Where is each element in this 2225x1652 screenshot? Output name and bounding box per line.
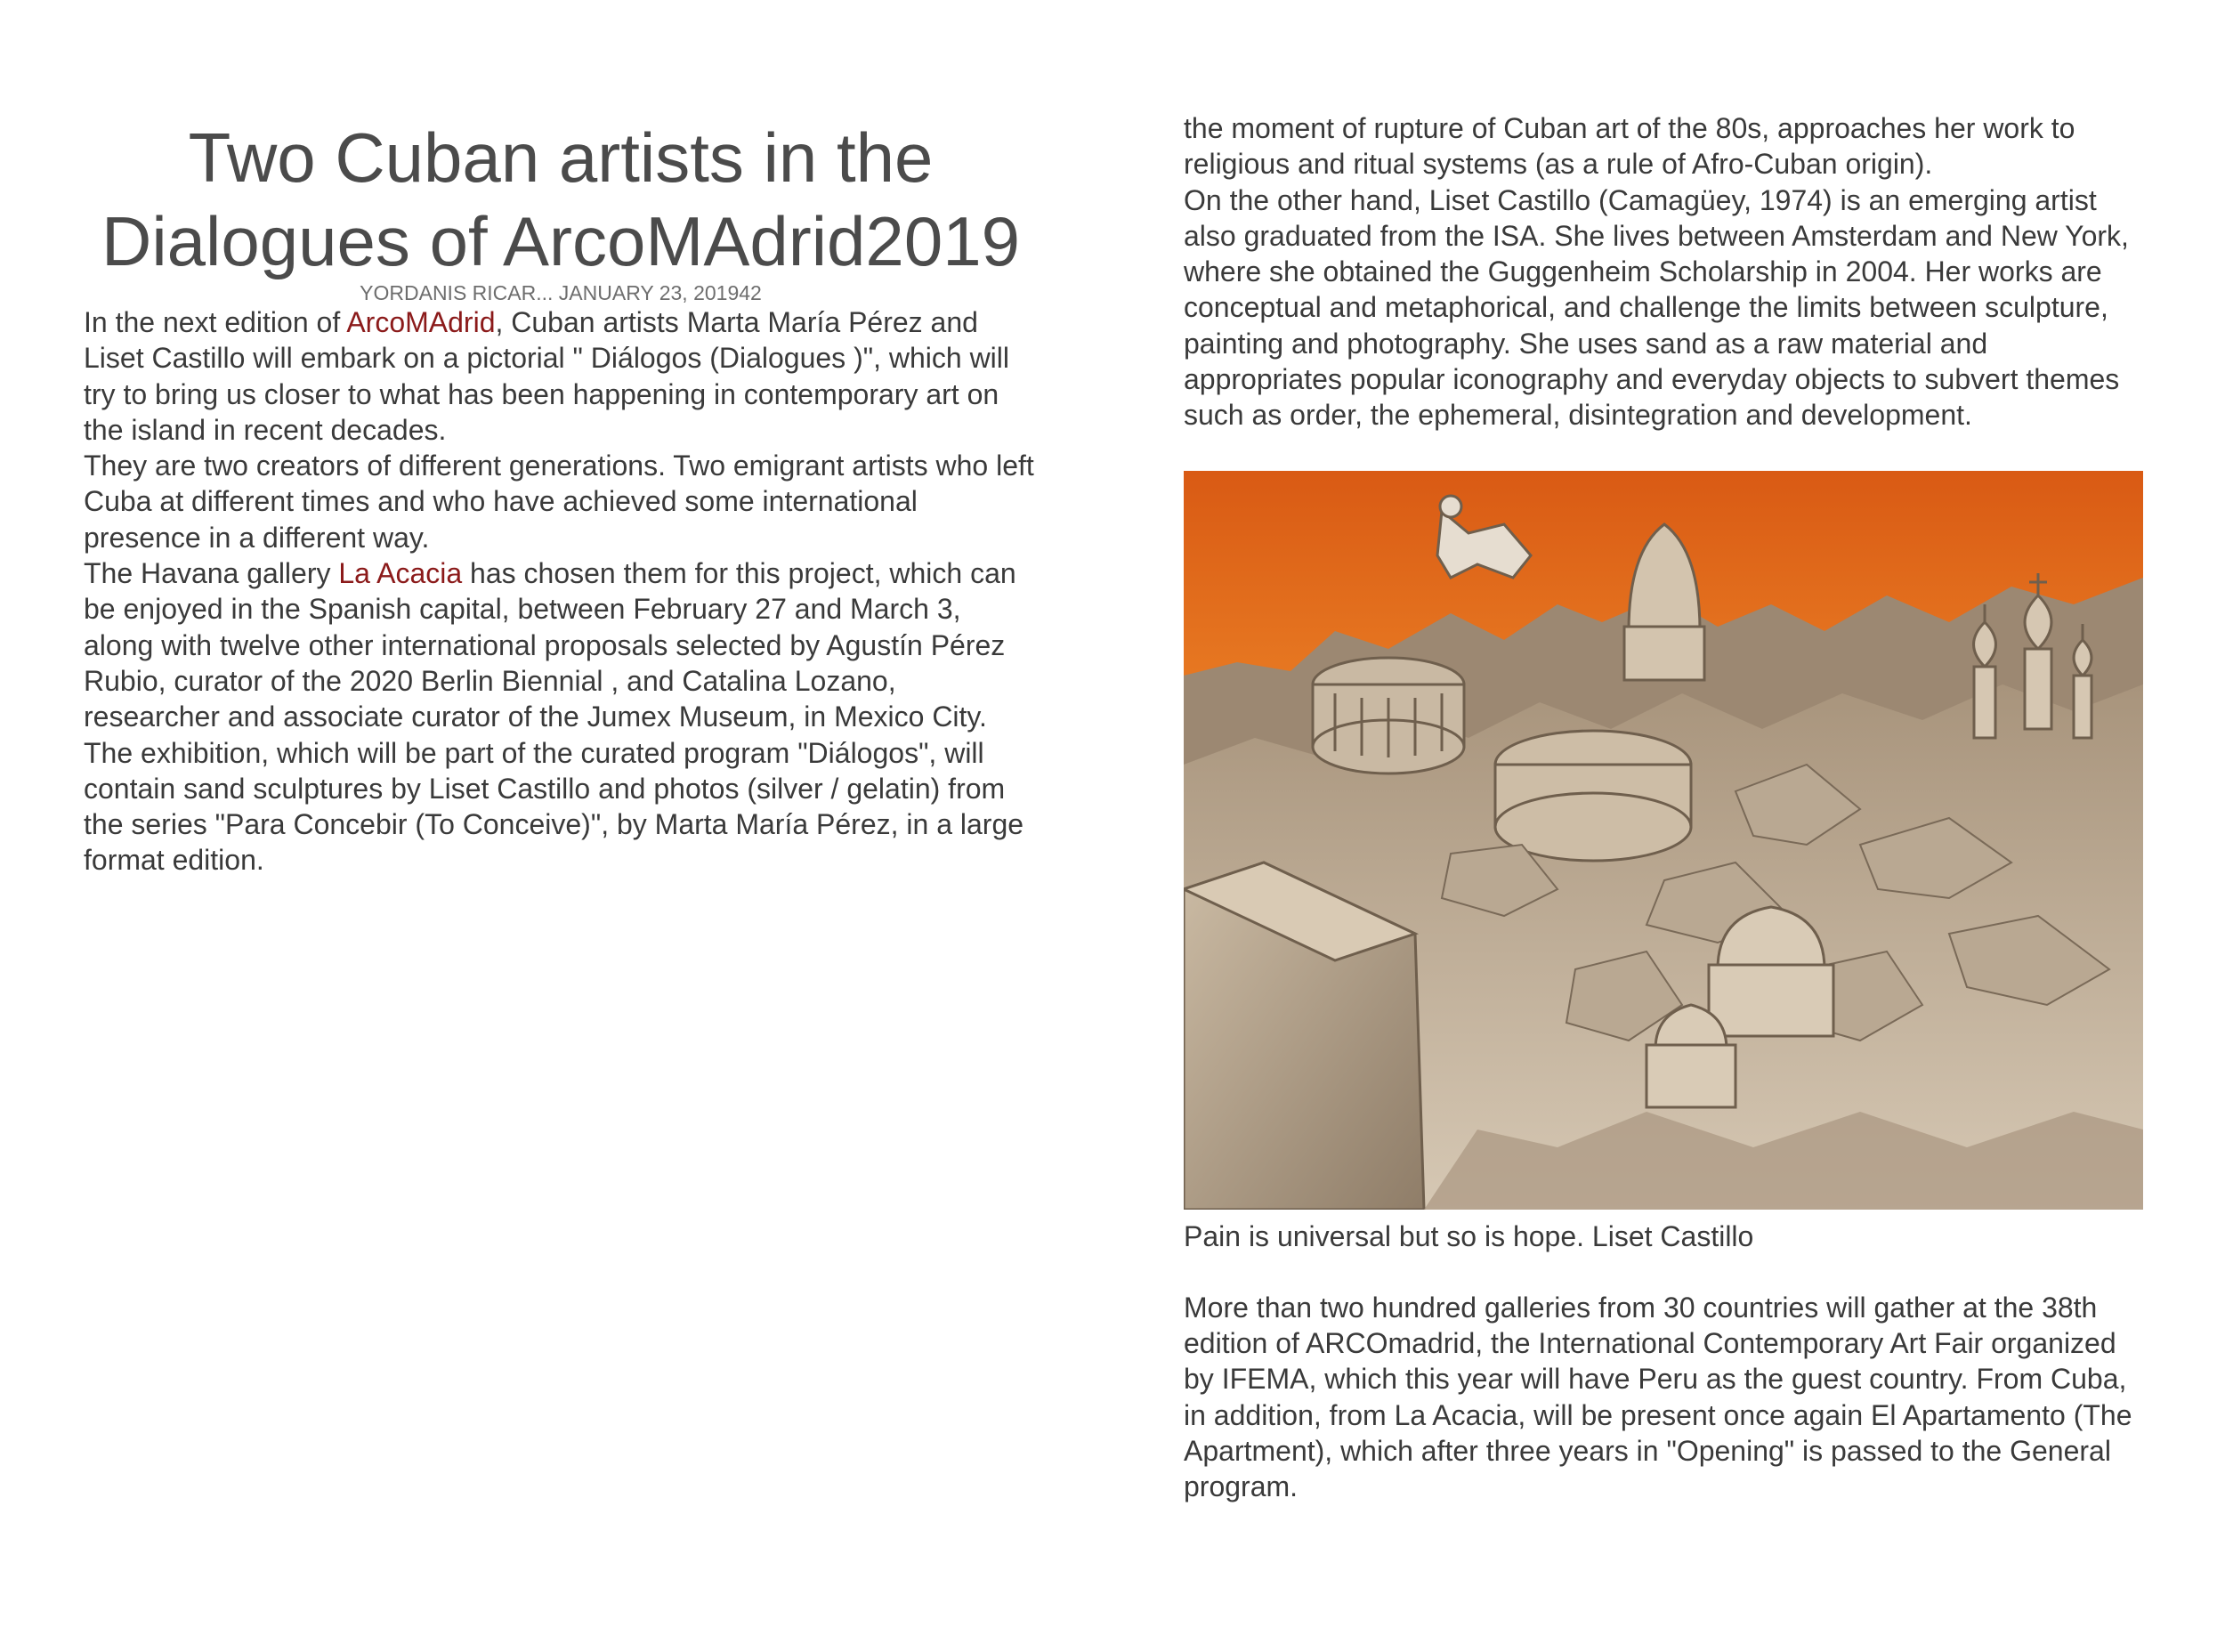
artwork-image	[1184, 471, 2143, 1210]
paragraph-text: has chosen them for this project, which can be enjoyed in the Spanish capital, between February 27 and March 3, along with twelve other international proposals selected by Agustín Pérez Rubio, curator of the 2020 Berlin Biennial , and Catalina Lozano, researcher and associate curator of the Jumex Museum, in Mexico City.	[84, 557, 1016, 733]
image-caption: Pain is universal but so is hope. Liset Castillo	[1184, 1219, 1754, 1252]
paragraph: They are two creators of different generations. Two emigrant artists who left Cuba at different times and who have achieved some international presence in a different way.	[84, 449, 1034, 554]
article-left-column	[84, 116, 1038, 879]
spacer	[1184, 1254, 2147, 1290]
article-body-right-continued	[1184, 1290, 2147, 1505]
paragraph: On the other hand, Liset Castillo (Camagüey, 1974) is an emerging artist also graduated from the ISA. She lives between Amsterdam and New York, where she obtained the Guggenheim Scholarship in 2004. Her works are conceptual and metaphorical, and challenge the limits between sculpture, painting and photography. She uses sand as a raw material and appropriates popular iconography and everyday objects to subvert themes such as order, the ephemeral, disintegration and development.	[1184, 183, 2129, 432]
arcomadrid-link[interactable]: ArcoMAdrid	[346, 306, 496, 338]
paragraph-text: The Havana gallery	[84, 557, 339, 590]
paragraph	[84, 304, 1038, 448]
article-byline: YORDANIS RICAR... JANUARY 23, 201942	[360, 281, 762, 304]
la-acacia-link[interactable]: La Acacia	[338, 557, 463, 590]
paragraph-text: , Cuban artists Marta María Pérez and Liset Castillo will embark on a pictorial " Diálogos (Dialogues )", which will try to bring us closer to what has been happening in contemporary art on the island in recent decades.	[84, 306, 1009, 446]
article-body-left	[84, 304, 1038, 879]
sand-sculpture-image	[1184, 471, 2143, 1210]
paragraph-text: In the next edition of	[84, 306, 347, 338]
paragraph: More than two hundred galleries from 30 countries will gather at the 38th edition of ARCOmadrid, the International Contemporary Art Fair organized by IFEMA, which this year will have Peru as the guest country. From Cuba, in addition, from La Acacia, will be present once again El Apartamento (The Apartment), which after three years in "Opening" is passed to the General program.	[1184, 1291, 2132, 1503]
article-body-right	[1184, 110, 2147, 433]
paragraph: the moment of rupture of Cuban art of the 80s, approaches her work to religious and ritual systems (as a rule of Afro-Cuban origin).	[1184, 112, 2075, 181]
article-right-column	[1184, 110, 2147, 1504]
article-title: Two Cuban artists in the Dialogues of ArcoMAdrid2019	[101, 118, 1020, 280]
paragraph: The exhibition, which will be part of the curated program "Diálogos", will contain sand sculptures by Liset Castillo and photos (silver / gelatin) from the series "Para Concebir (To Conceive)", by Marta María Pérez, in a large format edition.	[84, 736, 1024, 877]
paragraph	[84, 555, 1038, 734]
